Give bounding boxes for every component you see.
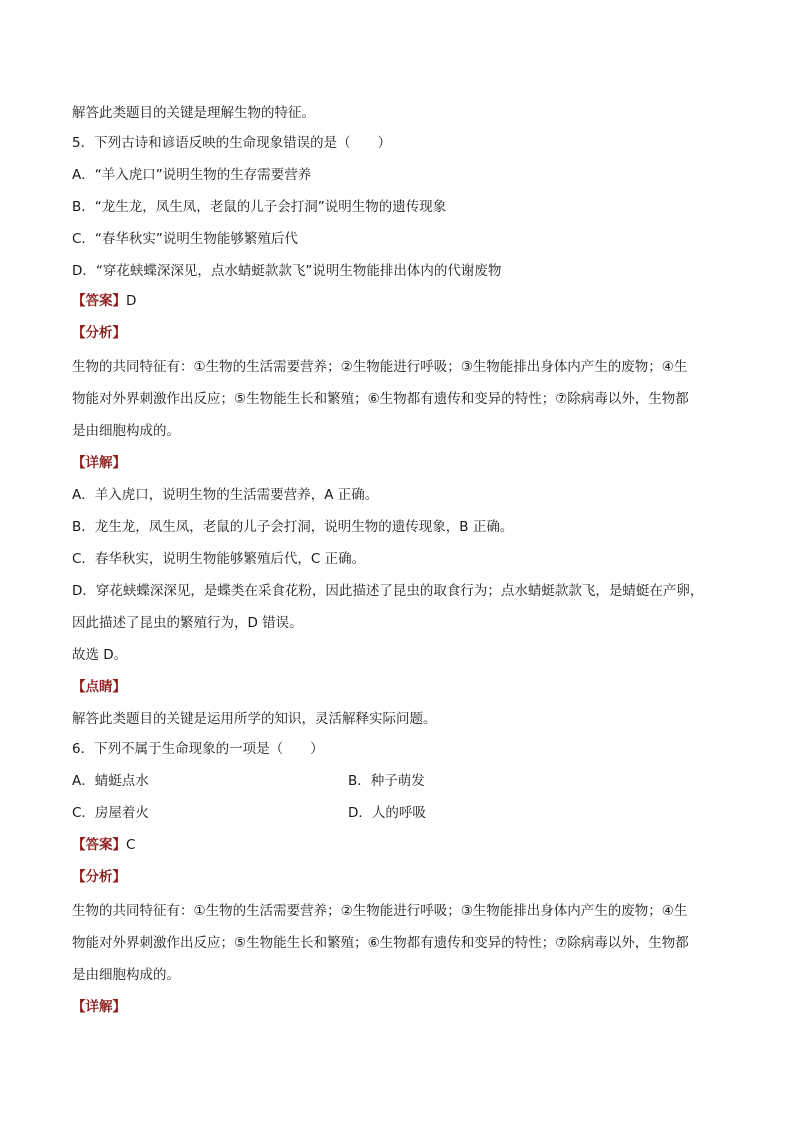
q6-analysis-line-1: 生物的共同特征有：①生物的生活需要营养；②生物能进行呼吸；③生物能排出身体内产生的废物；④生 (72, 903, 688, 919)
q5-analysis-heading (72, 324, 126, 342)
q5-detail-heading (72, 454, 126, 472)
q5-detail-line-b: B．龙生龙，凤生凤，老鼠的儿子会打洞，说明生物的遗传现象，B 正确。 (72, 519, 514, 535)
detail-tag: 【详解】 (72, 999, 126, 1015)
q6-analysis-line-2: 物能对外界刺激作出反应；⑤生物能生长和繁殖；⑥生物都有遗传和变异的特性；⑦除病毒以外，生物都 (72, 935, 689, 951)
q5-detail-line-d1: D．穿花蛱蝶深深见，是蝶类在采食花粉，因此描述了昆虫的取食行为；点水蜻蜓款款飞，是蜻蜓在产卵， (72, 583, 704, 599)
analysis-tag: 【分析】 (72, 869, 126, 885)
q5-dianjing-text: 解答此类题目的关键是运用所学的知识，灵活解释实际问题。 (72, 711, 437, 727)
q6-analysis-line-3: 是由细胞构成的。 (72, 967, 180, 983)
analysis-tag: 【分析】 (72, 325, 126, 341)
q6-option-b: B．种子萌发 (348, 773, 425, 789)
q5-dianjing-heading (72, 678, 126, 696)
q6-option-c: C．房屋着火 (72, 805, 149, 821)
q6-options-row-2 (72, 804, 632, 822)
q6-detail-heading (72, 998, 126, 1016)
dianjing-tag: 【点睛】 (72, 679, 126, 695)
answer-value: D (126, 293, 137, 309)
q5-option-d: D．“穿花蛱蝶深深见，点水蜻蜓款款飞”说明生物能排出体内的代谢废物 (72, 263, 502, 279)
q5-detail-line-c: C．春华秋实，说明生物能够繁殖后代，C 正确。 (72, 551, 366, 567)
q5-choice-line: 故选 D。 (72, 647, 128, 663)
q5-analysis-line-1: 生物的共同特征有：①生物的生活需要营养；②生物能进行呼吸；③生物能排出身体内产生的废物；④生 (72, 359, 688, 375)
q5-option-a: A．“羊入虎口”说明生物的生存需要营养 (72, 167, 312, 183)
q5-analysis-line-3: 是由细胞构成的。 (72, 423, 180, 439)
q5-answer (72, 292, 136, 310)
detail-tag: 【详解】 (72, 455, 126, 471)
q5-option-c: C．“春华秋实”说明生物能够繁殖后代 (72, 231, 298, 247)
q4-dianjing-text: 解答此类题目的关键是理解生物的特征。 (72, 105, 315, 121)
q5-option-b: B．“龙生龙，凤生凤，老鼠的儿子会打洞”说明生物的遗传现象 (72, 199, 447, 215)
answer-tag: 【答案】 (72, 293, 126, 309)
q5-detail-line-a: A．羊入虎口，说明生物的生活需要营养，A 正确。 (72, 487, 379, 503)
q5-stem: 5．下列古诗和谚语反映的生命现象错误的是（ ） (72, 135, 392, 151)
q6-stem: 6．下列不属于生命现象的一项是（ ） (72, 741, 324, 757)
q5-analysis-line-2: 物能对外界刺激作出反应；⑤生物能生长和繁殖；⑥生物都有遗传和变异的特性；⑦除病毒以外，生物都 (72, 391, 689, 407)
q6-analysis-heading (72, 868, 126, 886)
q6-answer (72, 836, 135, 854)
q6-option-d: D．人的呼吸 (348, 805, 426, 821)
answer-value: C (126, 837, 136, 853)
q5-detail-line-d2: 因此描述了昆虫的繁殖行为，D 错误。 (72, 615, 303, 631)
q6-options-row-1 (72, 772, 632, 790)
q6-option-a: A．蜻蜓点水 (72, 773, 149, 789)
answer-tag: 【答案】 (72, 837, 126, 853)
